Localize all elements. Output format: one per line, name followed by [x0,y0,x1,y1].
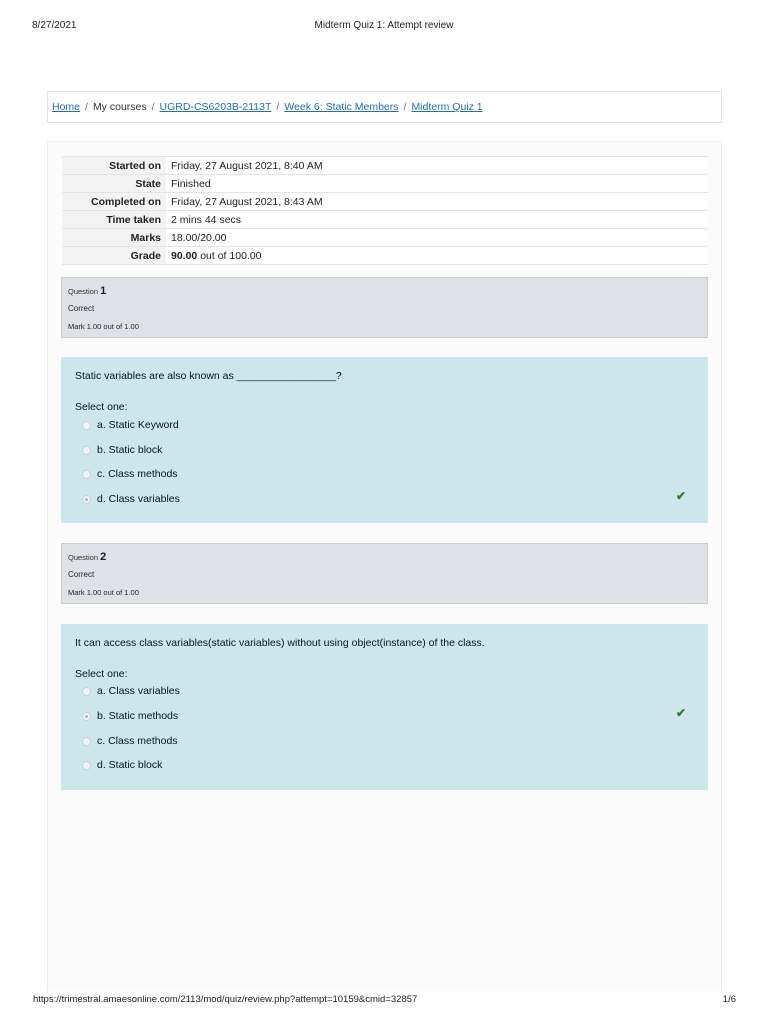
option-label: c. Class methods [97,735,178,747]
radio-icon[interactable] [82,470,91,479]
question-number-value: 1 [100,285,107,297]
print-page-number: 1/6 [722,994,736,1005]
summary-value: 2 mins 44 secs [166,211,708,229]
summary-value [166,247,708,265]
summary-label: Grade [62,247,166,265]
breadcrumb-section-link[interactable]: Week 6: Static Members [284,101,399,113]
print-date: 8/27/2021 [32,20,77,31]
attempt-summary-table [62,156,708,265]
check-icon: ✔ [676,489,687,503]
question-grade: Mark 1.00 out of 1.00 [68,322,139,331]
question-text: It can access class variables(static variables) without using object(instance) of the class. [75,637,485,649]
radio-icon[interactable] [82,495,91,504]
answer-option-b[interactable] [82,709,178,723]
answer-option-d[interactable] [82,758,162,772]
print-header [0,20,768,34]
question-grade: Mark 1.00 out of 1.00 [68,588,139,597]
breadcrumb-quiz-link[interactable]: Midterm Quiz 1 [411,101,483,113]
summary-label: Started on [62,157,166,175]
radio-icon[interactable] [82,761,91,770]
breadcrumb [52,101,483,113]
check-icon: ✔ [676,706,687,720]
summary-label: State [62,175,166,193]
radio-icon[interactable] [82,687,91,696]
answer-option-a[interactable] [82,418,179,432]
question-text: Static variables are also known as _________________? [75,370,342,382]
summary-row-grade [62,247,708,265]
option-label: b. Static methods [97,710,179,722]
print-url: https://trimestral.amaesonline.com/2113/mod/quiz/review.php?attempt=10159&cmid=32857 [33,994,418,1005]
breadcrumb-separator: / [85,101,88,113]
option-label: c. Class methods [97,468,178,480]
summary-value: Friday, 27 August 2021, 8:43 AM [166,193,708,211]
question-number [68,551,106,563]
question-1-info [61,277,708,338]
question-state: Correct [68,570,95,579]
summary-row-time-taken [62,211,708,229]
answer-option-d[interactable] [82,492,180,506]
option-label: a. Static Keyword [97,419,179,431]
answer-option-b[interactable] [82,443,162,457]
radio-icon[interactable] [82,737,91,746]
radio-icon[interactable] [82,421,91,430]
option-label: b. Static block [97,444,163,456]
breadcrumb-separator: / [276,101,280,113]
question-label: Question [68,553,99,562]
summary-label: Marks [62,229,166,247]
radio-icon[interactable] [82,712,91,721]
summary-row-state [62,175,708,193]
summary-label: Completed on [62,193,166,211]
summary-value: Finished [166,175,708,193]
grade-out-of: out of 100.00 [197,249,262,262]
question-1-content [61,357,708,523]
breadcrumb-my-courses: My courses [92,101,147,113]
question-state: Correct [68,304,95,313]
breadcrumb-course-link[interactable]: UGRD-CS6203B-2113T [159,101,272,113]
answer-option-c[interactable] [82,734,178,748]
radio-icon[interactable] [82,446,91,455]
summary-value: Friday, 27 August 2021, 8:40 AM [166,157,708,175]
question-2-info [61,543,708,604]
breadcrumb-home-link[interactable]: Home [52,101,81,113]
summary-row-started-on [62,157,708,175]
summary-row-marks [62,229,708,247]
question-number [68,285,106,297]
answer-option-a[interactable] [82,684,180,698]
question-2-content [61,624,708,790]
summary-value: 18.00/20.00 [166,229,708,247]
breadcrumb-separator: / [403,101,407,113]
print-footer [0,994,768,1008]
grade-value: 90.00 [171,249,198,262]
print-title: Midterm Quiz 1: Attempt review [314,20,454,31]
question-number-value: 2 [100,551,107,563]
summary-label: Time taken [62,211,166,229]
answer-option-c[interactable] [82,467,178,481]
select-one-prompt: Select one: [75,668,128,680]
option-label: d. Static block [97,759,163,771]
question-label: Question [68,287,99,296]
breadcrumb-separator: / [151,101,155,113]
summary-row-completed-on [62,193,708,211]
breadcrumb-bar [47,91,722,123]
option-label: a. Class variables [97,685,180,697]
select-one-prompt: Select one: [75,401,128,413]
option-label: d. Class variables [97,493,180,505]
